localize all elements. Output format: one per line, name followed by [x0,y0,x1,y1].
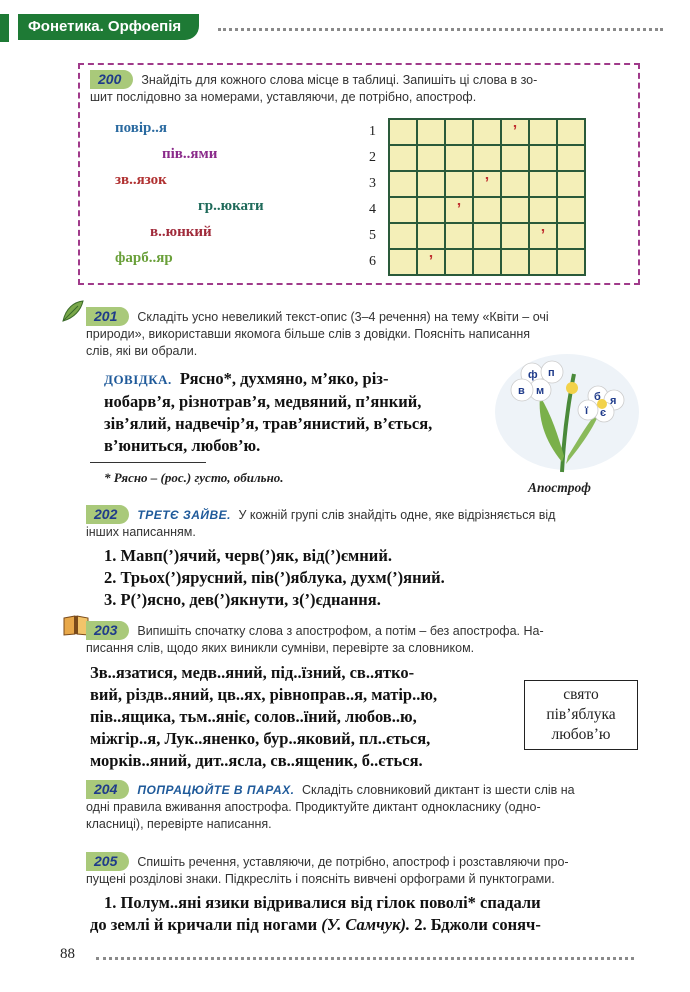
list-item: 1. Мавп(’)ячий, черв(’)як, від(’)ємний. [104,546,392,565]
image-caption: Апостроф [528,480,591,495]
grid-cell [473,223,501,249]
grid-cell [557,197,585,223]
grid-cell [417,119,445,145]
section-title: Фонетика. Орфоепія [18,14,199,40]
grid-row-number: 3 [368,171,389,197]
grid-cell: ’ [529,223,557,249]
grid-cell [445,223,473,249]
grid-row-number: 6 [368,249,389,275]
grid-cell [445,249,473,275]
task-204-instruction: 204 ПОПРАЦЮЙТЕ В ПАРАХ. Складіть словниковий диктант із шести слів на одні правила вживання апострофа. Продиктуйте диктант однокласнику (одно- класниці), перевірте написання. [86,781,575,831]
grid-cell [501,171,529,197]
grid-row [368,119,585,145]
grid-cell [445,145,473,171]
footnote: * Рясно – (рос.) густо, обильно. [104,470,284,485]
task-number-badge: 202 [86,505,129,524]
task-number-badge: 205 [86,852,129,871]
task-200-instruction: 200 Знайдіть для кожного слова місце в таблиці. Запишіть ці слова в зо- шит послідовно за номерами, уставляючи, де потрібно, апостроф. [90,71,538,104]
flower-letter: ї [585,405,589,417]
grid-cell [417,145,445,171]
grid-cell: ’ [417,249,445,275]
grid-cell [473,119,501,145]
list-item: 2. Трьох(’)ярусний, пів(’)яблука, духм(’)яний. [104,568,445,587]
grid-row [368,171,585,197]
header-dotted-line [218,28,663,31]
task-number-badge: 204 [86,780,129,799]
grid-cell [529,145,557,171]
flower-illustration [492,344,642,479]
grid-cell [529,119,557,145]
grid-cell [389,171,417,197]
task-number-badge: 200 [90,70,133,89]
word-item: гр..юкати [198,198,264,214]
task-202-instruction: 202 ТРЕТЄ ЗАЙВЕ. У кожній групі слів знайдіть одне, яке відрізняється від інших написанням. [86,506,556,539]
task-203-text: Зв..язатися, медв..яний, під..їзний, св..ятко- вий, різдв..яний, цв..ях, рівноправ..я, матір..ю, пів..ящика, тьм..яніє, солов..їний, любов..ю, міжгір..я, Лук..яненко, бур..яковий, пл..ється, морків..яний, дит..ясла, св..ященик, б..ється. [90,663,438,770]
grid-row-number: 5 [368,223,389,249]
word-item: фарб..яр [115,250,173,266]
grid-cell [557,223,585,249]
grid-cell [417,171,445,197]
grid-cell: ’ [473,171,501,197]
header-accent-bar [0,14,9,42]
grid-cell [529,249,557,275]
leaf-icon [60,298,86,329]
grid-cell [417,197,445,223]
grid-cell [473,197,501,223]
flower-svg [492,344,642,474]
task-202-items [104,545,604,611]
grid-cell [389,249,417,275]
flower-letter: в [518,385,525,397]
grid-cell [389,119,417,145]
grid-row [368,223,585,249]
grid-cell [501,145,529,171]
flower-letter: б [594,391,601,403]
grid-cell [417,223,445,249]
grid-cell [501,197,529,223]
task-201-instruction: 201 Складіть усно невеликий текст-опис (3–4 речення) на тему «Квіти – очі природи», використавши якомога більше слів з довідки. Поясніть написання слів, які ви обрали. [86,308,549,358]
footnote-rule [90,462,206,463]
grid-cell [529,197,557,223]
task-203-instruction: 203 Випишіть спочатку слова з апострофом, а потім – без апострофа. На- писання слів, щодо яких виникли сумніви, перевірте за словником. [86,622,544,655]
word-item: повір..я [115,120,167,136]
grid-cell [445,119,473,145]
task-201-dovidka: ДОВІДКА. Рясно*, духмяно, м’яко, різ- нобарв’я, різнотрав’я, медвяний, п’янкий, зів’ялий, надвечір’я, трав’янистий, в’ється, в’юниться, любов’ю. [104,369,433,455]
grid-cell: ’ [501,119,529,145]
grid-cell [501,249,529,275]
grid-cell [473,249,501,275]
grid-cell [473,145,501,171]
grid-row [368,197,585,223]
word-item: в..юнкий [150,224,212,240]
grid-row [368,145,585,171]
example-words-box: свято пів’яблука любов’ю [524,680,638,750]
list-item: 3. Р(’)ясно, дев(’)якнути, з(’)єднання. [104,590,381,609]
flower-letter: ф [528,369,538,381]
flower-letter: є [600,407,607,419]
flower-letter: я [610,395,617,407]
grid-cell [557,249,585,275]
grid-cell [389,223,417,249]
footer-dotted-line [96,957,634,960]
task-number-badge: 203 [86,621,129,640]
word-item: зв..язок [115,172,167,188]
flower-letter: м [536,385,545,397]
task-number-badge: 201 [86,307,129,326]
grid-cell [389,197,417,223]
grid-cell: ’ [445,197,473,223]
grid-row-number: 4 [368,197,389,223]
crossword-grid [368,118,586,276]
grid-cell [529,171,557,197]
page-number: 88 [60,946,75,962]
flower-letter: п [548,367,555,379]
grid-cell [445,171,473,197]
grid-row [368,249,585,275]
grid-cell [501,223,529,249]
grid-cell [389,145,417,171]
grid-cell [557,145,585,171]
word-item: пів..ями [162,146,218,162]
grid-cell [557,119,585,145]
grid-row-number: 2 [368,145,389,171]
task-205-text: 1. Полум..яні язики відривалися від гілок поволі* спадали до землі й кричали під ногами (У. Самчук). 2. Бджоли соняч- [90,893,541,934]
grid-cell [557,171,585,197]
task-205-instruction: 205 Спишіть речення, уставляючи, де потрібно, апостроф і розставляючи про- пущені розділові знаки. Підкресліть і поясніть вивчені орфограми й пунктограми. [86,853,569,886]
grid-row-number: 1 [368,119,389,145]
